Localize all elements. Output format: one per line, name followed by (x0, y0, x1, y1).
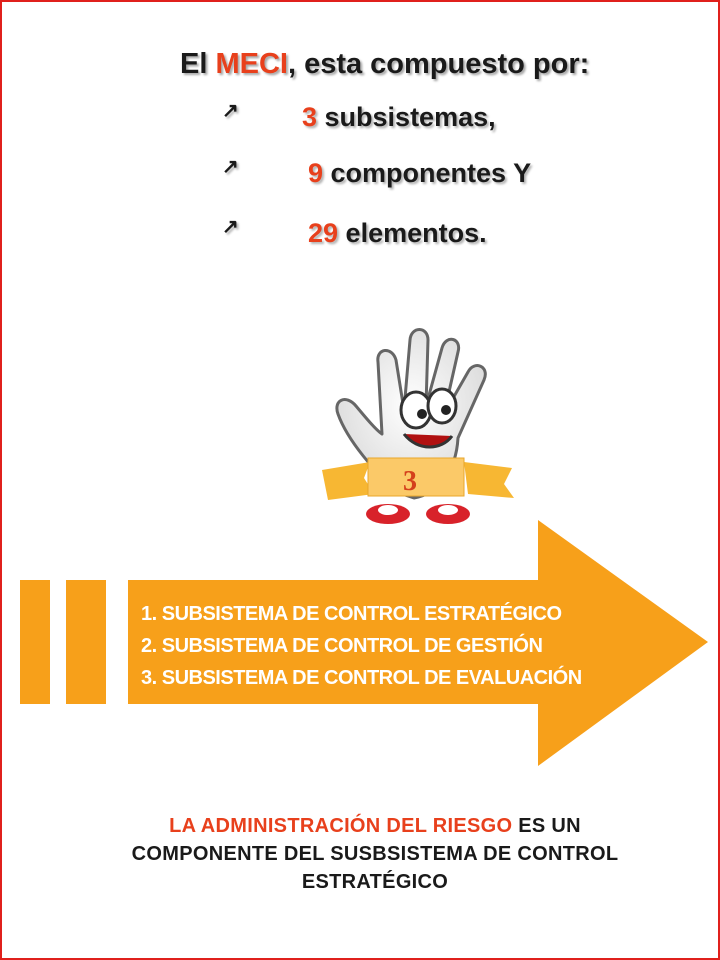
eye-icon (401, 392, 431, 428)
footer-statement (100, 812, 650, 896)
bullet-number: 9 (308, 158, 324, 188)
title-prefix: El (180, 48, 216, 80)
bullet-text: subsistemas, (317, 102, 496, 132)
title-highlight: MECI (215, 48, 288, 80)
hand-mascot-illustration (318, 322, 518, 532)
arrow-up-right-icon: ↗ (222, 100, 239, 122)
footer-highlight: LA ADMINISTRACIÓN DEL RIESGO (169, 815, 513, 837)
bullet-elementos (222, 218, 487, 254)
bullet-componentes (222, 158, 531, 194)
bullet-number: 29 (308, 218, 339, 248)
subsystem-list (141, 598, 661, 694)
arrow-up-right-icon: ↗ (222, 156, 239, 178)
bullet-text: elementos. (338, 218, 487, 248)
arrow-up-right-icon: ↗ (222, 216, 239, 238)
title-suffix: , esta compuesto por: (287, 48, 590, 80)
eye-icon (428, 389, 456, 423)
bullet-text: componentes Y (323, 158, 532, 188)
orange-bar (20, 580, 50, 704)
list-item: 2. SUBSISTEMA DE CONTROL DE GESTIÓN (141, 635, 543, 657)
bullet-subsistemas (222, 102, 496, 138)
bullet-number: 3 (302, 102, 318, 132)
list-item: 3. SUBSISTEMA DE CONTROL DE EVALUACIÓN (141, 667, 582, 689)
banner-number: 3 (403, 466, 417, 497)
page-title (180, 48, 660, 81)
orange-bar (66, 580, 106, 704)
list-item: 1. SUBSISTEMA DE CONTROL ESTRATÉGICO (141, 603, 562, 625)
footer-text: ES UN COMPONENTE DEL SUSBSISTEMA DE CONTROL ESTRATÉGICO (131, 815, 619, 893)
